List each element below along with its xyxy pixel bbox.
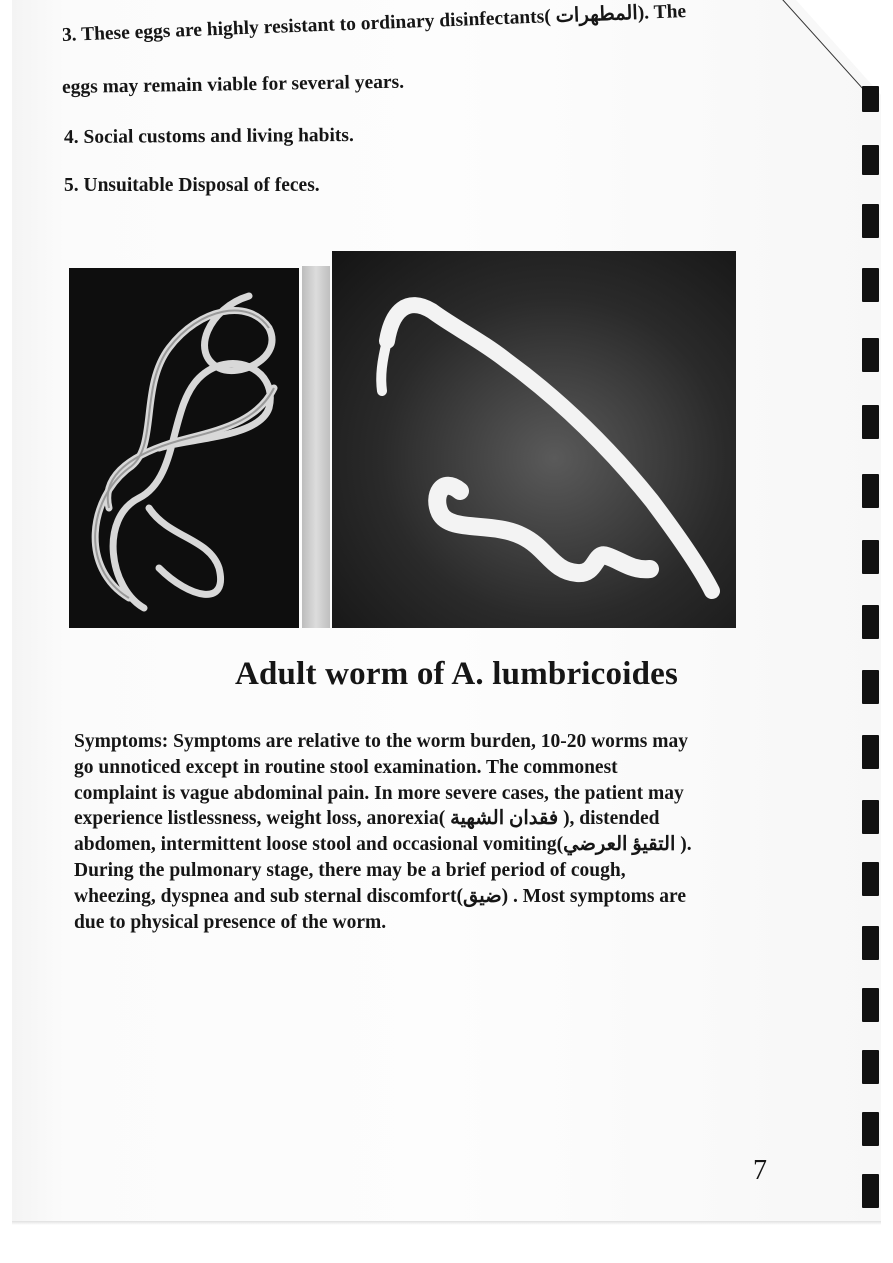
binding-mark [862, 862, 879, 896]
worm-photo-coiled [69, 268, 299, 628]
binding-mark [862, 605, 879, 639]
photo-divider [302, 266, 330, 628]
binding-mark [862, 988, 879, 1022]
binding-mark [862, 204, 879, 238]
symptoms-line: due to physical presence of the worm. [74, 911, 387, 933]
page-edge-shadow [12, 1221, 881, 1225]
symptoms-paragraph [74, 729, 794, 935]
symptoms-line: complaint is vague abdominal pain. In more severe cases, the patient may [74, 782, 684, 804]
binding-mark [862, 338, 879, 372]
symptoms-line: wheezing, dyspnea and sub sternal discomfort(ضيق) . Most symptoms are [74, 885, 686, 907]
symptoms-line: abdomen, intermittent loose stool and occasional vomiting(التقيؤ العرضي ). [74, 834, 692, 856]
binding-mark [862, 1174, 879, 1208]
symptoms-line: experience listlessness, weight loss, anorexia( فقدان الشهية ), distended [74, 808, 660, 830]
binding-mark [862, 926, 879, 960]
binding-mark [862, 670, 879, 704]
binding-mark [862, 86, 879, 112]
page-number: 7 [753, 1155, 767, 1186]
binding-mark [862, 145, 879, 175]
figure-caption: Adult worm of A. lumbricoides [234, 656, 679, 692]
single-worm-illustration [332, 251, 736, 628]
list-item-5: 5. Unsuitable Disposal of feces. [64, 175, 320, 196]
symptoms-line: Symptoms: Symptoms are relative to the worm burden, 10-20 worms may [74, 731, 689, 752]
binding-mark [862, 1050, 879, 1084]
list-item-4: 4. Social customs and living habits. [63, 124, 354, 148]
document-page [12, 0, 881, 1225]
binding-mark [862, 405, 879, 439]
binding-mark [862, 735, 879, 769]
symptoms-line: During the pulmonary stage, there may be a brief period of cough, [74, 859, 626, 881]
binding-mark [862, 474, 879, 508]
binding-mark [862, 800, 879, 834]
binding-marks [858, 0, 881, 1225]
list-item-3-line-2: eggs may remain viable for several years. [61, 71, 405, 98]
coiled-worms-illustration [69, 268, 299, 628]
binding-mark [862, 268, 879, 302]
binding-mark [862, 540, 879, 574]
symptoms-line: go unnoticed except in routine stool examination. The commonest [74, 756, 618, 778]
list-item-3-line-1: 3. These eggs are highly resistant to ordinary disinfectants( المطهرات). The [61, 1, 687, 46]
binding-mark [862, 1112, 879, 1146]
worm-photo-single [332, 251, 736, 628]
